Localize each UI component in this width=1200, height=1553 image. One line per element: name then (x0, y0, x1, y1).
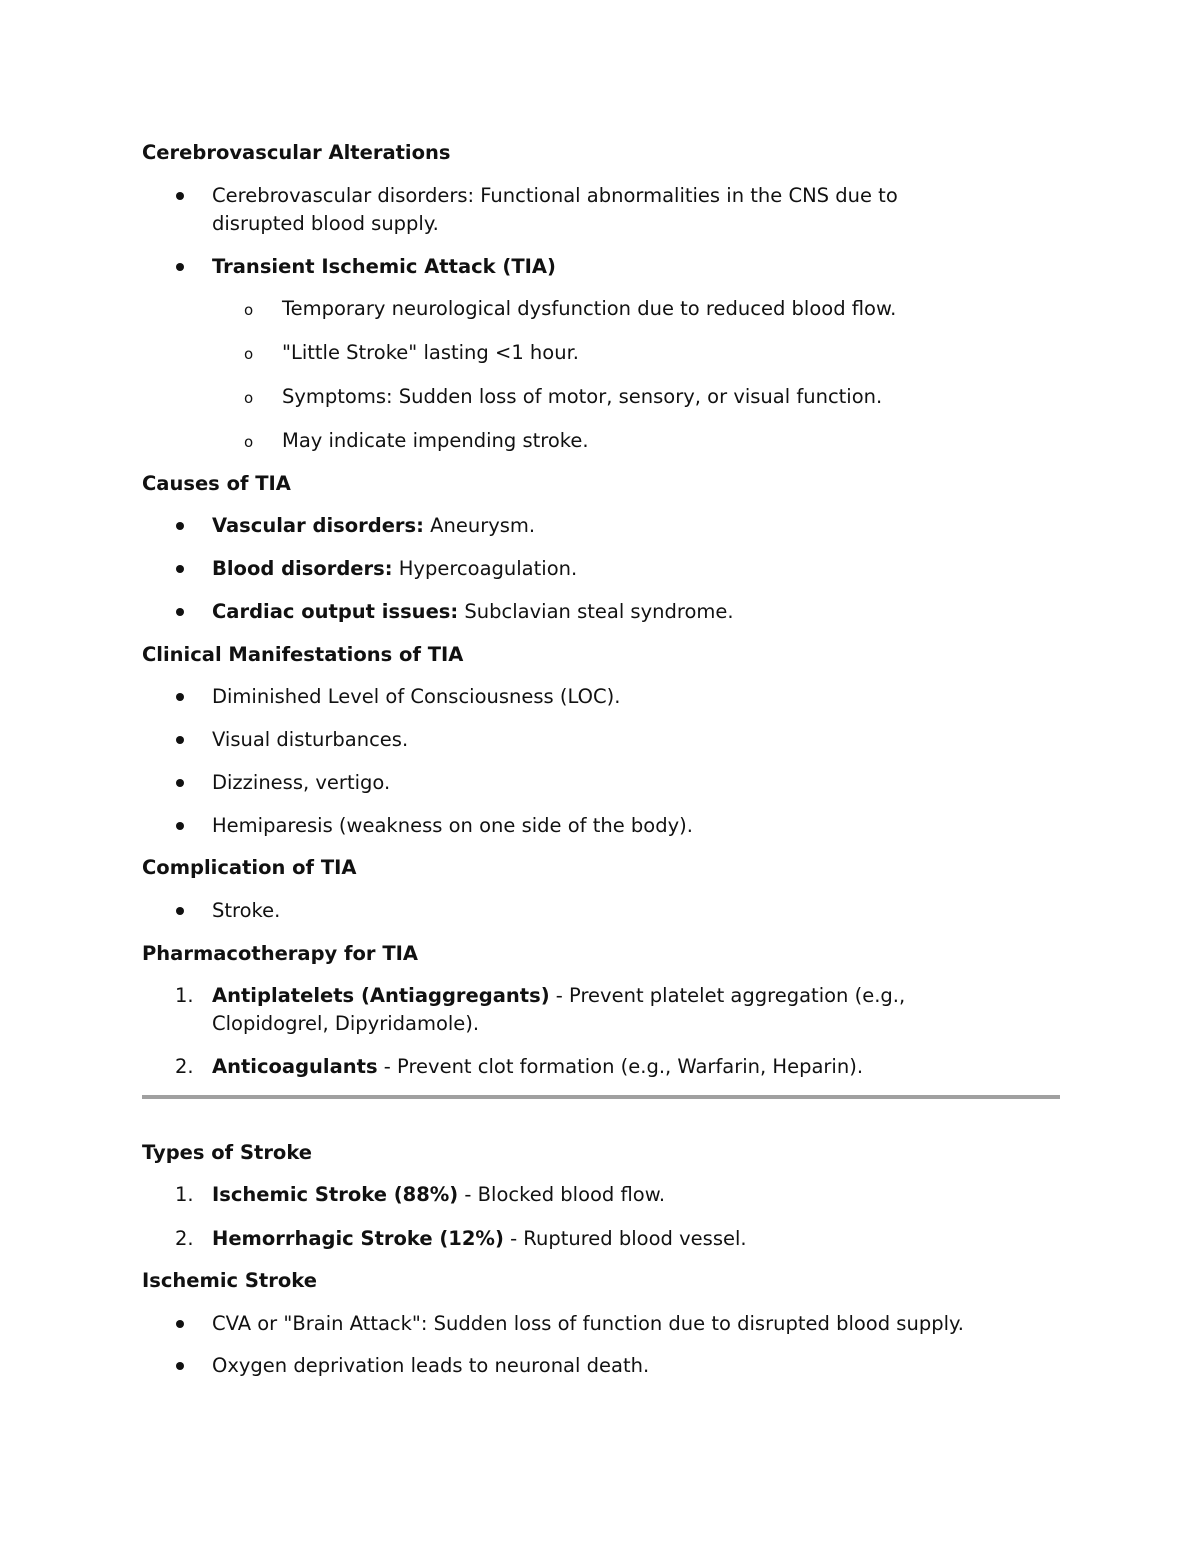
list-item-desc: - Prevent clot formation (e.g., Warfarin, Heparin). (377, 1055, 864, 1078)
list-item-desc: - Ruptured blood vessel. (503, 1227, 747, 1250)
horizontal-rule (142, 1095, 1060, 1099)
sub-list-item-text: May indicate impending stroke. (282, 429, 589, 452)
circle-bullet-icon: o (244, 433, 254, 451)
sub-list-item-text: Temporary neurological dysfunction due to reduced blood flow. (282, 297, 897, 320)
list-item-term: Blood disorders: (212, 557, 393, 580)
list-item-text: Oxygen deprivation leads to neuronal death. (212, 1354, 650, 1377)
list-item-term: Ischemic Stroke (88%) (212, 1183, 459, 1206)
list-item-desc: Subclavian steal syndrome. (458, 600, 734, 623)
heading-types-of-stroke: Types of Stroke (142, 1141, 312, 1164)
list-item-text (212, 512, 992, 540)
heading-ischemic-stroke: Ischemic Stroke (142, 1269, 317, 1292)
list-item-text (212, 1053, 992, 1081)
list-item-desc: - Blocked blood flow. (458, 1183, 666, 1206)
heading-causes-of-tia: Causes of TIA (142, 472, 291, 495)
list-item-text: Diminished Level of Consciousness (LOC). (212, 685, 621, 708)
list-item-desc: - Prevent platelet aggregation (e.g., Clopidogrel, Dipyridamole). (212, 984, 906, 1035)
list-item-text: Stroke. (212, 899, 281, 922)
list-item-text: Dizziness, vertigo. (212, 771, 391, 794)
list-number: 1. (175, 1183, 194, 1206)
circle-bullet-icon: o (244, 389, 254, 407)
heading-clinical-manifestations: Clinical Manifestations of TIA (142, 643, 464, 666)
list-item-term: Cardiac output issues: (212, 600, 459, 623)
sub-list-item-text: Symptoms: Sudden loss of motor, sensory, or visual function. (282, 385, 883, 408)
list-item-text (212, 1181, 992, 1209)
heading-pharmacotherapy: Pharmacotherapy for TIA (142, 942, 418, 965)
list-item-text (212, 982, 992, 1038)
list-item-text: Transient Ischemic Attack (TIA) (212, 255, 556, 278)
list-item-text: Cerebrovascular disorders: Functional abnormalities in the CNS due to disrupted blood supply. (212, 184, 898, 235)
sub-list-item-text: "Little Stroke" lasting <1 hour. (282, 341, 580, 364)
circle-bullet-icon: o (244, 301, 254, 319)
list-item-text: Visual disturbances. (212, 728, 409, 751)
heading-cerebrovascular-alterations: Cerebrovascular Alterations (142, 141, 451, 164)
list-item-term: Antiplatelets (Antiaggregants) (212, 984, 550, 1007)
list-item-desc: Hypercoagulation. (392, 557, 578, 580)
list-item-term: Hemorrhagic Stroke (12%) (212, 1227, 504, 1250)
list-item-desc: Aneurysm. (423, 514, 536, 537)
list-item-text: Hemiparesis (weakness on one side of the body). (212, 814, 693, 837)
list-item-text: CVA or "Brain Attack": Sudden loss of function due to disrupted blood supply. (212, 1312, 964, 1335)
circle-bullet-icon: o (244, 345, 254, 363)
list-number: 1. (175, 984, 194, 1007)
heading-complication-of-tia: Complication of TIA (142, 856, 357, 879)
list-item-term: Vascular disorders: (212, 514, 424, 537)
list-number: 2. (175, 1055, 194, 1078)
list-item-term: Anticoagulants (212, 1055, 378, 1078)
list-item-text (212, 1225, 992, 1253)
list-item-text (212, 555, 992, 583)
list-number: 2. (175, 1227, 194, 1250)
list-item-text (212, 598, 992, 626)
